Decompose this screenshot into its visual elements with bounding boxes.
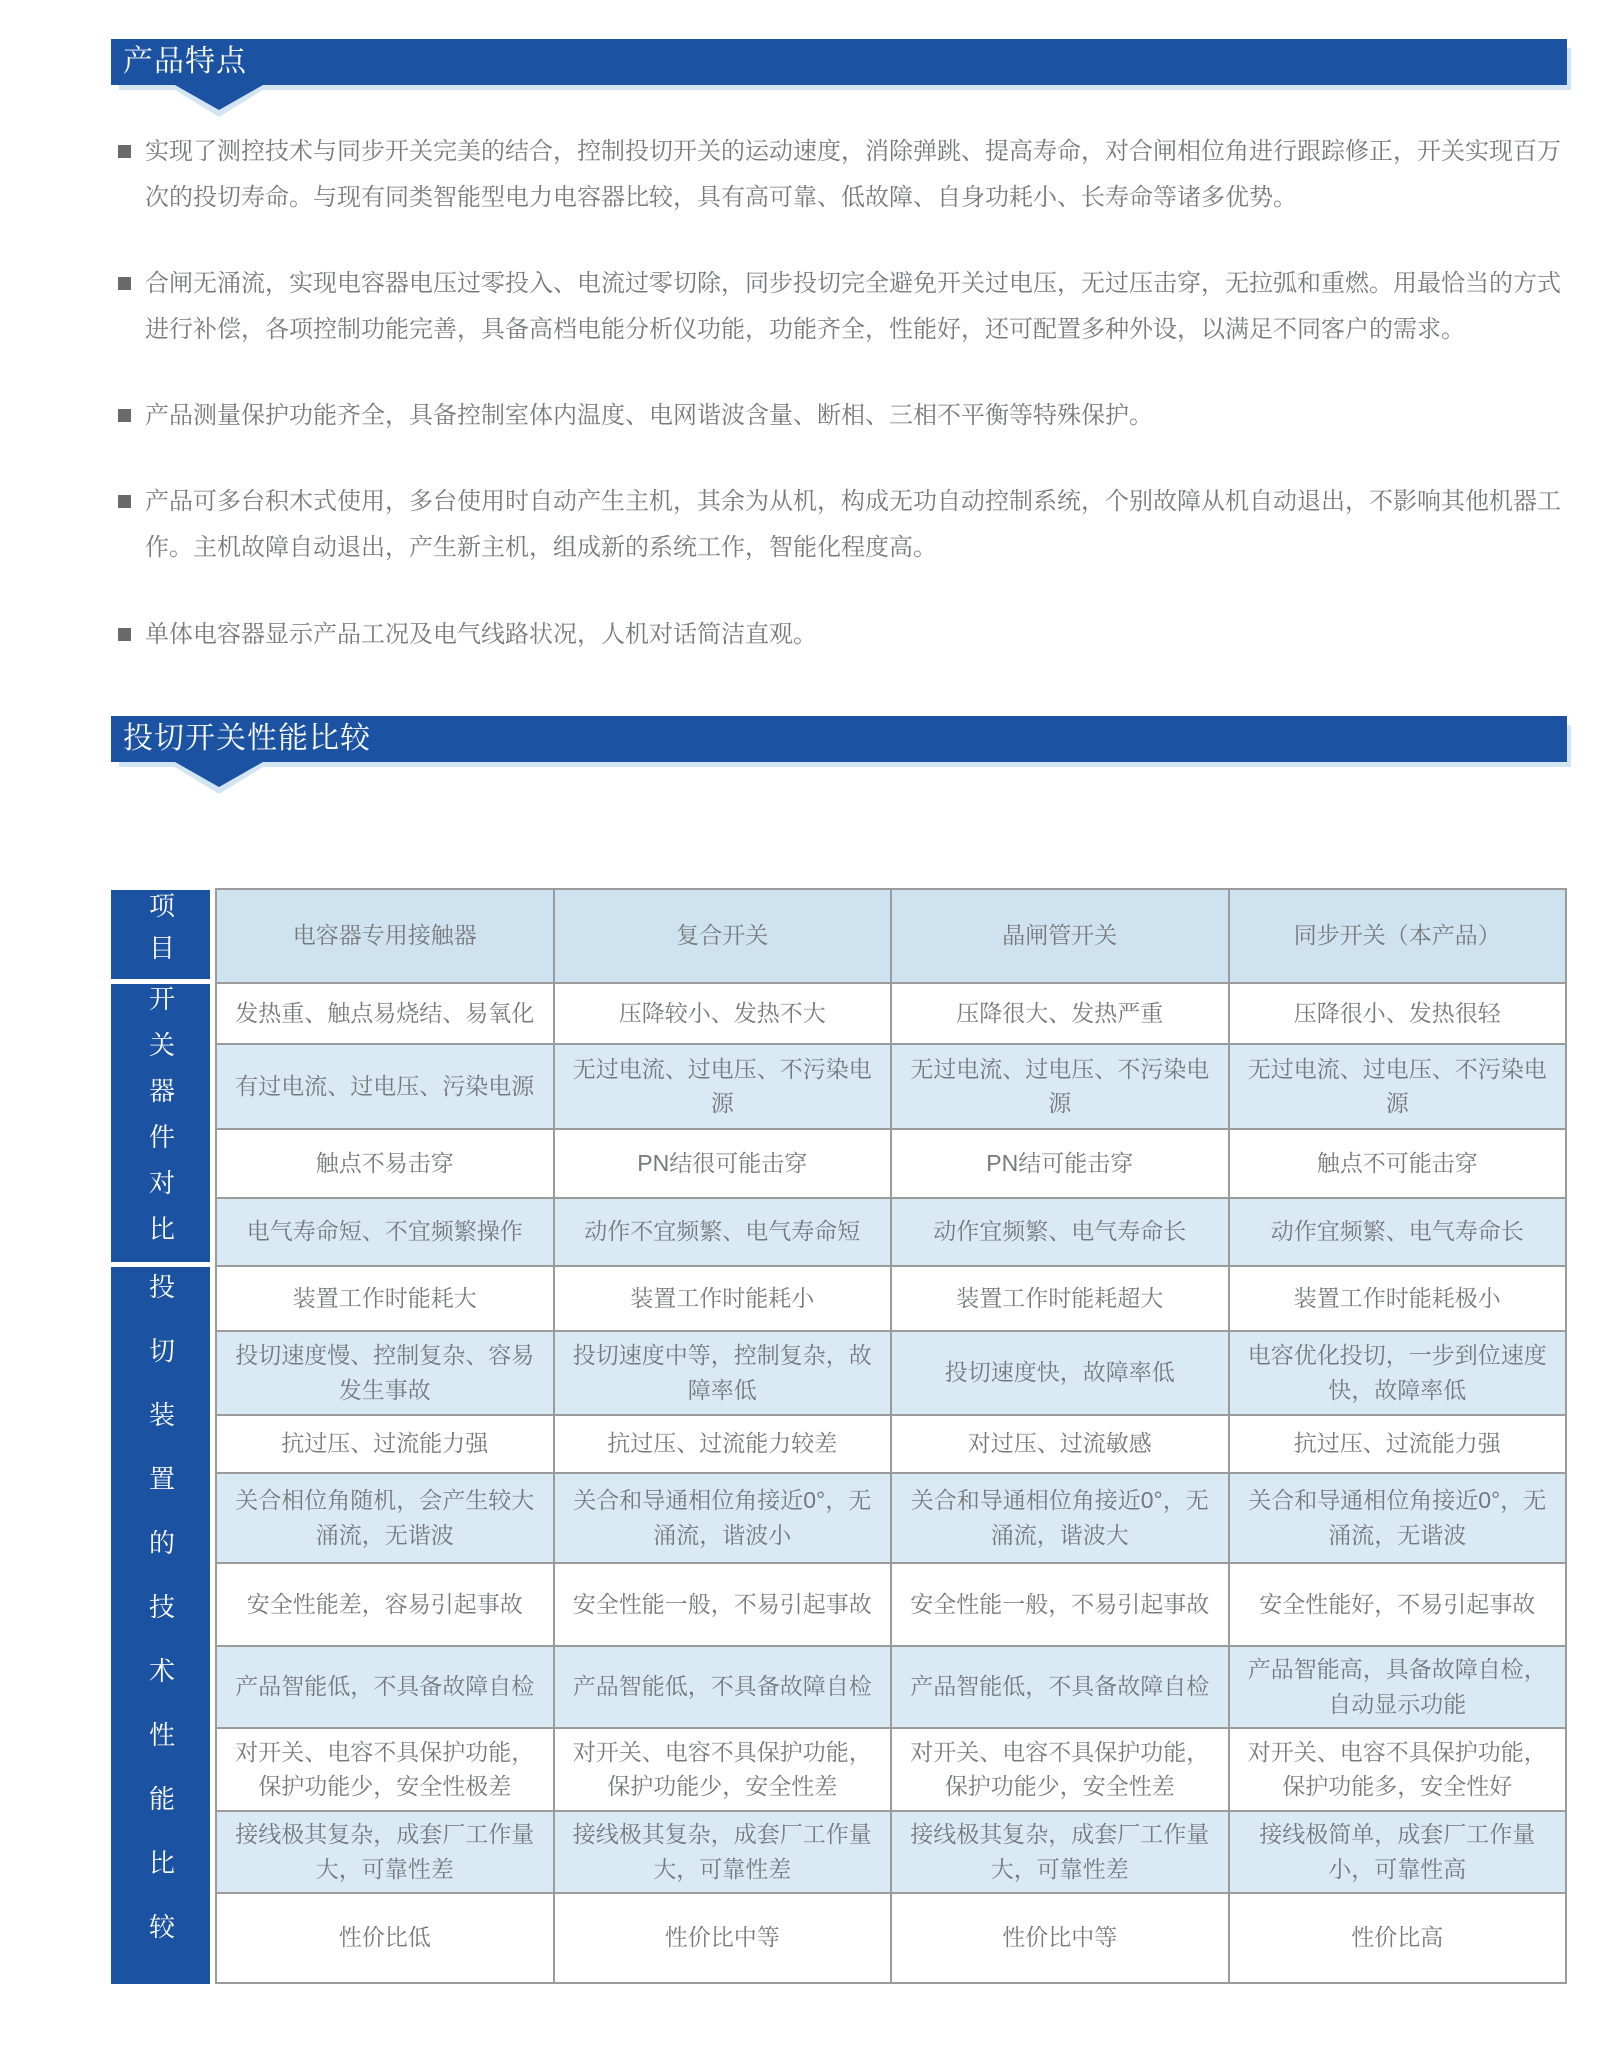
table-cell: 装置工作时能耗超大 bbox=[892, 1267, 1230, 1332]
table-cell: 无过电流、过电压、不污染电源 bbox=[1230, 1045, 1568, 1130]
table-cell: 投切速度中等，控制复杂，故障率低 bbox=[555, 1332, 893, 1416]
table-column-header: 同步开关（本产品） bbox=[1230, 890, 1568, 984]
section-header-comparison bbox=[111, 716, 1567, 762]
feature-item bbox=[111, 393, 1567, 439]
comparison-table bbox=[111, 888, 1567, 1984]
table-cell: 安全性能好，不易引起事故 bbox=[1230, 1564, 1568, 1647]
table-cell: 对开关、电容不具保护功能，保护功能少，安全性极差 bbox=[217, 1729, 555, 1812]
table-cell: 装置工作时能耗小 bbox=[555, 1267, 893, 1332]
feature-text: 合闸无涌流，实现电容器电压过零投入、电流过零切除，同步投切完全避免开关过电压，无过压击穿，无拉弧和重燃。用最恰当的方式进行补偿，各项控制功能完善，具备高档电能分析仪功能，功能齐全，性能好，还可配置多种外设，以满足不同客户的需求。 bbox=[145, 270, 1561, 344]
spacer bbox=[111, 792, 1567, 888]
table-cell: 触点不可能击穿 bbox=[1230, 1130, 1568, 1199]
table-cell: 压降较小、发热不大 bbox=[555, 984, 893, 1045]
table-cell: 有过电流、过电压、污染电源 bbox=[217, 1045, 555, 1130]
feature-list bbox=[111, 129, 1567, 658]
feature-item bbox=[111, 612, 1567, 658]
table-cell: 触点不易击穿 bbox=[217, 1130, 555, 1199]
bullet-square-icon bbox=[118, 277, 131, 290]
table-cell: 产品智能高，具备故障自检，自动显示功能 bbox=[1230, 1647, 1568, 1729]
table-cell: 对开关、电容不具保护功能，保护功能少，安全性差 bbox=[555, 1729, 893, 1812]
table-cell: 动作宜频繁、电气寿命长 bbox=[892, 1199, 1230, 1267]
table-cell: 对开关、电容不具保护功能，保护功能多，安全性好 bbox=[1230, 1729, 1568, 1812]
table-cell: 接线极简单，成套厂工作量小，可靠性高 bbox=[1230, 1812, 1568, 1894]
table-cell: 安全性能一般，不易引起事故 bbox=[892, 1564, 1230, 1647]
table-cell: 接线极其复杂，成套厂工作量大，可靠性差 bbox=[217, 1812, 555, 1894]
table-cell: 装置工作时能耗极小 bbox=[1230, 1267, 1568, 1332]
table-label-column bbox=[111, 890, 210, 1984]
bullet-square-icon bbox=[118, 409, 131, 422]
table-cell: 抗过压、过流能力较差 bbox=[555, 1416, 893, 1474]
table-cell: 安全性能一般，不易引起事故 bbox=[555, 1564, 893, 1647]
table-corner-label bbox=[111, 890, 210, 979]
table-cell: PN结可能击穿 bbox=[892, 1130, 1230, 1199]
table-cell: 无过电流、过电压、不污染电源 bbox=[892, 1045, 1230, 1130]
table-label-text: 投切装置的技术性能比较 bbox=[145, 1273, 176, 1978]
table-group-label bbox=[111, 984, 210, 1262]
table-cell: 接线极其复杂，成套厂工作量大，可靠性差 bbox=[555, 1812, 893, 1894]
page bbox=[111, 0, 1567, 1984]
feature-text: 产品测量保护功能齐全，具备控制室体内温度、电网谐波含量、断相、三相不平衡等特殊保护。 bbox=[145, 402, 1153, 430]
table-cell: 性价比高 bbox=[1230, 1894, 1568, 1984]
feature-item bbox=[111, 261, 1567, 353]
table-data-grid bbox=[215, 888, 1567, 1984]
table-cell: 投切速度快，故障率低 bbox=[892, 1332, 1230, 1416]
table-cell: 投切速度慢、控制复杂、容易发生事故 bbox=[217, 1332, 555, 1416]
feature-text: 单体电容器显示产品工况及电气线路状况，人机对话简洁直观。 bbox=[145, 620, 817, 648]
table-cell: 对过压、过流敏感 bbox=[892, 1416, 1230, 1474]
table-cell: 产品智能低，不具备故障自检 bbox=[217, 1647, 555, 1729]
table-cell: 压降很大、发热严重 bbox=[892, 984, 1230, 1045]
section-header-features bbox=[111, 39, 1567, 85]
table-cell: 抗过压、过流能力强 bbox=[1230, 1416, 1568, 1474]
table-cell: 电容优化投切，一步到位速度快，故障率低 bbox=[1230, 1332, 1568, 1416]
bullet-square-icon bbox=[118, 495, 131, 508]
table-cell: 抗过压、过流能力强 bbox=[217, 1416, 555, 1474]
table-cell: 发热重、触点易烧结、易氧化 bbox=[217, 984, 555, 1045]
table-cell: 安全性能差，容易引起事故 bbox=[217, 1564, 555, 1647]
feature-text: 实现了测控技术与同步开关完美的结合，控制投切开关的运动速度，消除弹跳、提高寿命，对合闸相位角进行跟踪修正，开关实现百万次的投切寿命。与现有同类智能型电力电容器比较，具有高可靠、低故障、自身功耗小、长寿命等诸多优势。 bbox=[145, 138, 1561, 212]
table-cell: 产品智能低，不具备故障自检 bbox=[555, 1647, 893, 1729]
table-cell: 电气寿命短、不宜频繁操作 bbox=[217, 1199, 555, 1267]
table-cell: 动作不宜频繁、电气寿命短 bbox=[555, 1199, 893, 1267]
table-cell: PN结很可能击穿 bbox=[555, 1130, 893, 1199]
table-cell: 接线极其复杂，成套厂工作量大，可靠性差 bbox=[892, 1812, 1230, 1894]
bullet-square-icon bbox=[118, 145, 131, 158]
table-cell: 装置工作时能耗大 bbox=[217, 1267, 555, 1332]
table-column-header: 晶闸管开关 bbox=[892, 890, 1230, 984]
feature-item bbox=[111, 129, 1567, 221]
bullet-square-icon bbox=[118, 628, 131, 641]
spacer bbox=[111, 658, 1567, 716]
table-cell: 压降很小、发热很轻 bbox=[1230, 984, 1568, 1045]
table-label-text: 项目 bbox=[145, 892, 176, 977]
table-cell: 无过电流、过电压、不污染电源 bbox=[555, 1045, 893, 1130]
feature-text: 产品可多台积木式使用，多台使用时自动产生主机，其余为从机，构成无功自动控制系统，个别故障从机自动退出，不影响其他机器工作。主机故障自动退出，产生新主机，组成新的系统工作，智能化程度高。 bbox=[145, 488, 1561, 562]
table-cell: 产品智能低，不具备故障自检 bbox=[892, 1647, 1230, 1729]
section-title: 投切开关性能比较 bbox=[123, 721, 371, 755]
section-title: 产品特点 bbox=[123, 45, 247, 78]
table-cell: 性价比中等 bbox=[892, 1894, 1230, 1984]
table-cell: 关合和导通相位角接近0°，无涌流，谐波小 bbox=[555, 1474, 893, 1564]
table-group-label bbox=[111, 1267, 210, 1984]
table-column-header: 电容器专用接触器 bbox=[217, 890, 555, 984]
table-cell: 关合和导通相位角接近0°，无涌流，谐波大 bbox=[892, 1474, 1230, 1564]
table-column-header: 复合开关 bbox=[555, 890, 893, 984]
table-cell: 关合和导通相位角接近0°，无涌流，无谐波 bbox=[1230, 1474, 1568, 1564]
feature-item bbox=[111, 479, 1567, 571]
table-cell: 动作宜频繁、电气寿命长 bbox=[1230, 1199, 1568, 1267]
table-cell: 性价比低 bbox=[217, 1894, 555, 1984]
table-cell: 对开关、电容不具保护功能，保护功能少，安全性差 bbox=[892, 1729, 1230, 1812]
table-label-text: 开关器件对比 bbox=[145, 984, 176, 1261]
table-cell: 关合相位角随机，会产生较大涌流，无谐波 bbox=[217, 1474, 555, 1564]
table-cell: 性价比中等 bbox=[555, 1894, 893, 1984]
